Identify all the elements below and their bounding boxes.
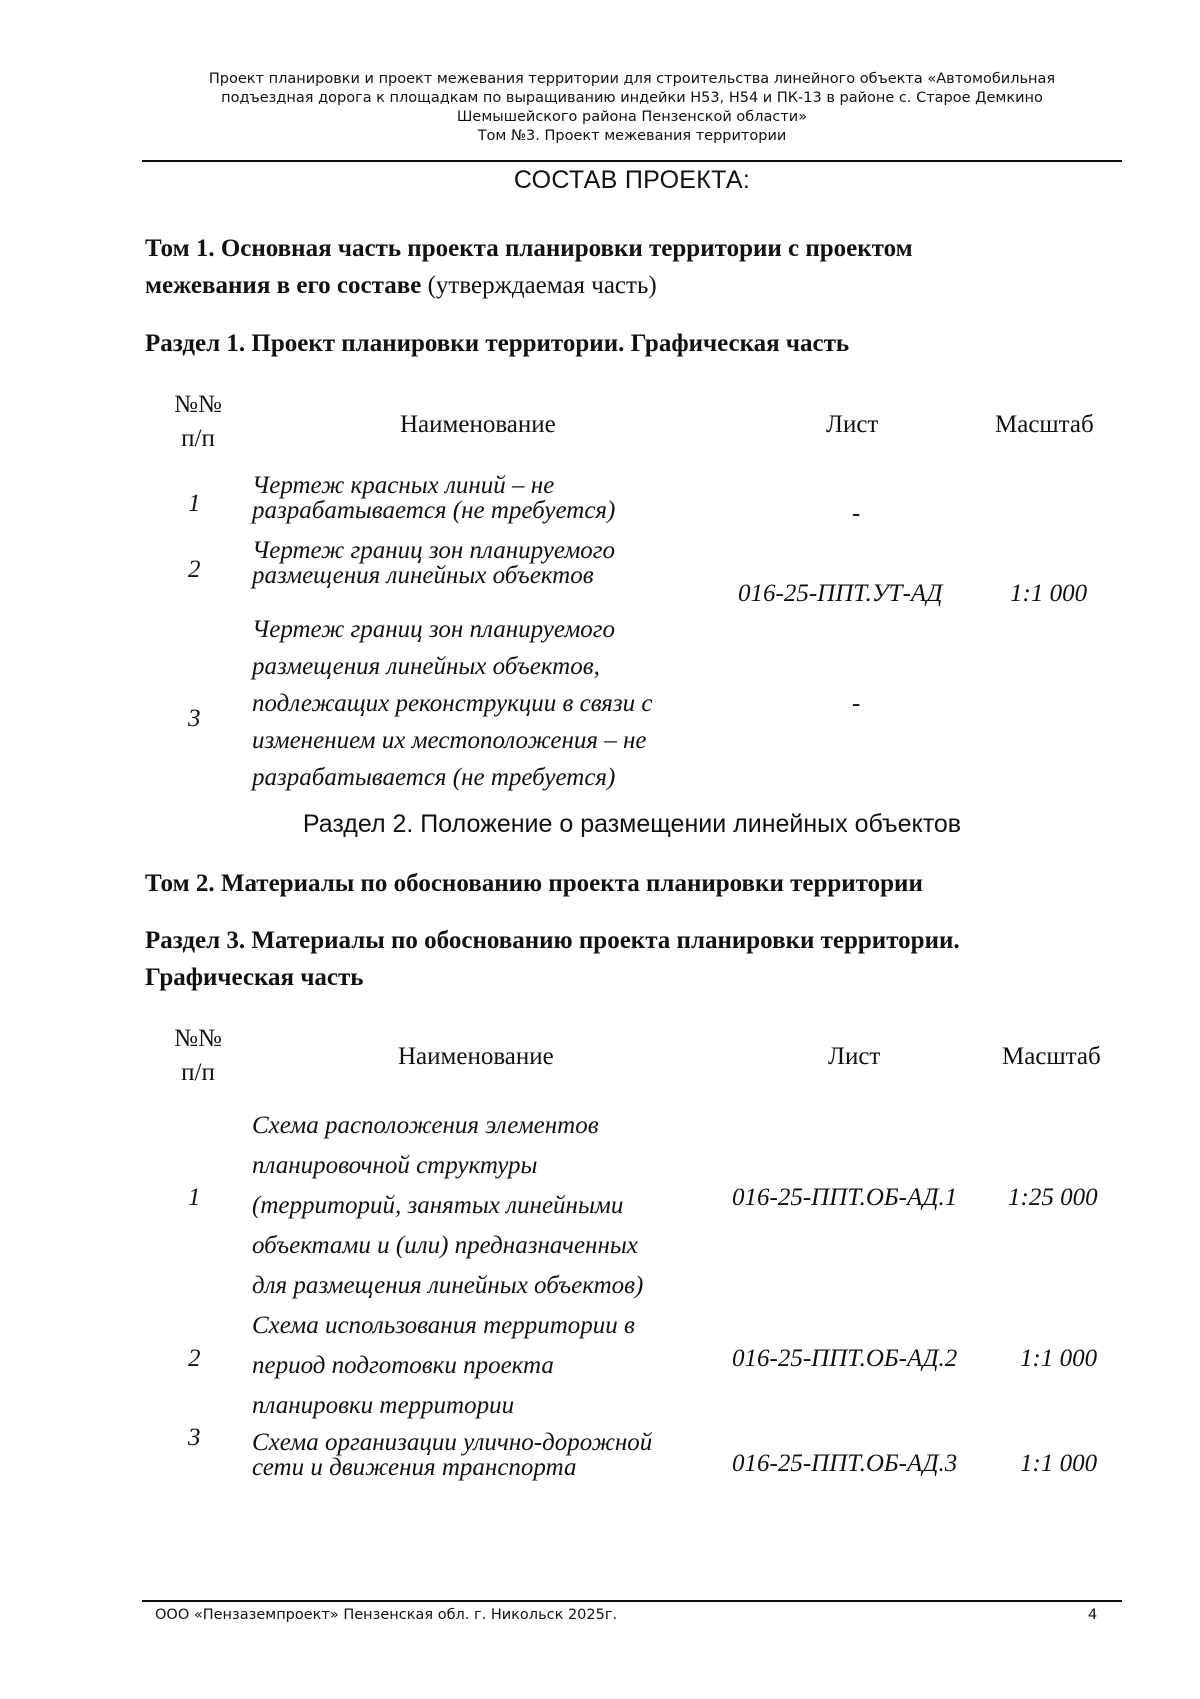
table2-row1-num: 1	[188, 1184, 201, 1211]
header-divider	[142, 160, 1122, 162]
table1-header-scale: Масштаб	[995, 411, 1094, 438]
section1-title: Раздел 1. Проект планировки территории. Графическая часть	[145, 330, 850, 357]
name-line: Чертеж границ зон планируемого	[252, 537, 616, 564]
table2-header-scale: Масштаб	[1002, 1043, 1101, 1070]
name-line: объектами и (или) предназначенных	[252, 1232, 638, 1259]
document-header	[142, 70, 1122, 146]
num-header-line1: №№	[174, 1025, 222, 1052]
name-line: изменением их местоположения – не	[252, 727, 647, 754]
name-line: Чертеж красных линий – не	[252, 472, 555, 499]
section3-title-line1: Раздел 3. Материалы по обоснованию проекта планировки территории.	[145, 927, 960, 954]
volume2-title: Том 2. Материалы по обоснованию проекта планировки территории	[145, 870, 923, 897]
table1-row2-num: 2	[188, 556, 201, 583]
name-line: планировки территории	[252, 1392, 515, 1419]
table2-row1-scale: 1:25 000	[1008, 1184, 1098, 1211]
section2-title: Раздел 2. Положение о размещении линейных объектов	[302, 810, 962, 838]
volume1-title-line2: межевания в его составе	[145, 272, 422, 299]
section3-title	[145, 922, 1120, 996]
volume1-title-note: (утверждаемая часть)	[421, 272, 657, 299]
table1-row1-num: 1	[188, 490, 201, 517]
num-header-line2: п/п	[181, 1059, 215, 1086]
table2-row3-scale: 1:1 000	[1020, 1450, 1098, 1477]
table2-row2-name	[252, 1306, 635, 1426]
name-line: планировочной структуры	[252, 1152, 538, 1179]
volume1-title-line1: Том 1. Основная часть проекта планировки территории с проектом	[145, 235, 913, 262]
num-header-line2: п/п	[181, 425, 215, 452]
table1-row1-name	[252, 473, 615, 523]
name-line: для размещения линейных объектов)	[252, 1272, 644, 1299]
table1-row3-num: 3	[188, 705, 201, 732]
table2-header-sheet: Лист	[828, 1043, 881, 1070]
name-line: подлежащих реконструкции в связи с	[252, 690, 653, 717]
name-line: размещения линейных объектов,	[252, 653, 600, 680]
table2-row2-num: 2	[188, 1345, 201, 1372]
table2-row2-sheet: 016-25-ППТ.ОБ-АД.2	[732, 1345, 958, 1372]
table2-header-num	[168, 1022, 228, 1090]
header-line: Проект планировки и проект межевания территории для строительства линейного объекта «Автомобильная	[208, 71, 1056, 87]
table1-header-name: Наименование	[400, 411, 556, 438]
table2-row3-num: 3	[188, 1424, 201, 1451]
name-line: размещения линейных объектов	[252, 562, 594, 589]
section3-title-line2: Графическая часть	[145, 964, 364, 991]
table1-row2-scale: 1:1 000	[1010, 580, 1088, 607]
name-line: (территорий, занятых линейными	[252, 1192, 624, 1219]
name-line: Чертеж границ зон планируемого	[252, 616, 616, 643]
name-line: разрабатывается (не требуется)	[252, 497, 616, 524]
name-line: Схема использования территории в	[252, 1312, 635, 1339]
name-line: Схема расположения элементов	[252, 1112, 599, 1139]
name-line: период подготовки проекта	[252, 1352, 554, 1379]
table1-row2-name	[252, 538, 615, 588]
name-line: сети и движения транспорта	[252, 1454, 577, 1481]
page-number: 4	[1088, 1607, 1098, 1623]
volume1-title	[145, 230, 1120, 304]
table1-row1-sheet: -	[852, 500, 861, 527]
header-line: Шемышейского района Пензенской области»	[456, 109, 808, 125]
footer-company: ООО «Пензаземпроект» Пензенская обл. г. Никольск 2025г.	[155, 1607, 618, 1623]
table1-header-sheet: Лист	[826, 411, 879, 438]
table2-row2-scale: 1:1 000	[1020, 1345, 1098, 1372]
table1-header-num	[168, 388, 228, 456]
table2-row1-name	[252, 1106, 643, 1306]
num-header-line1: №№	[174, 391, 222, 418]
table2-row3-name	[252, 1430, 652, 1480]
header-line: подъездная дорога к площадкам по выращиванию индейки Н53, Н54 и ПК-13 в районе с. Старое Демкино	[221, 90, 1043, 106]
name-line: Схема организации улично-дорожной	[252, 1429, 653, 1456]
table1-row2-sheet: 016-25-ППТ.УТ-АД	[738, 580, 943, 607]
table2-row3-sheet: 016-25-ППТ.ОБ-АД.3	[732, 1450, 958, 1477]
composition-title: СОСТАВ ПРОЕКТА:	[513, 166, 751, 194]
table2-header-name: Наименование	[398, 1043, 554, 1070]
header-line: Том №3. Проект межевания территории	[477, 128, 787, 144]
table1-row3-name	[252, 611, 653, 796]
name-line: разрабатывается (не требуется)	[252, 764, 616, 791]
footer-divider	[142, 1600, 1122, 1602]
table2-row1-sheet: 016-25-ППТ.ОБ-АД.1	[732, 1184, 958, 1211]
table1-row3-sheet: -	[852, 690, 861, 717]
